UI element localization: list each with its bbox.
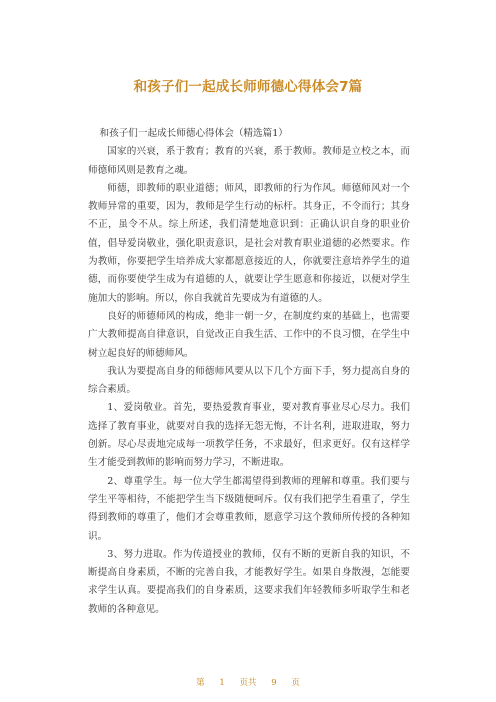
document-title: 和孩子们一起成长师师德心得体会7篇 bbox=[133, 79, 363, 95]
paragraph: 1、爱岗敬业。首先，要热爱教育事业，要对教育事业尽心尽力。我们选择了教育事业，就要对自我的选择无怨无悔，不计名利，进取进取，努力创新。尽心尽责地完成每一项教学任务，不求最好，但求更好。仅有这样学生才能受到教师的影响而努力学习，不断进取。 bbox=[88, 402, 410, 469]
paragraph: 良好的师德师风的构成，绝非一朝一夕，在制度约束的基础上，也需要广大教师提高自律意识，自觉改正自我生活、工作中的不良习惯，在学生中树立起良好的师德师风。 bbox=[88, 310, 410, 359]
paragraph: 我认为要提高自身的师德师风要从以下几个方面下手，努力提高自身的综合素质。 bbox=[88, 365, 410, 396]
page-footer bbox=[0, 676, 496, 688]
footer-of-label: 页共 bbox=[239, 678, 257, 688]
footer-suffix: 页 bbox=[291, 678, 300, 688]
paragraph: 3、努力进取。作为传道授业的教师，仅有不断的更新自我的知识，不断提高自身素质，不断的完善自我，才能教好学生。如果自身散漫，怎能要求学生认真。要提高我们的自身素质，这要求我们年轻教师多听取学生和老教师的各种意见。 bbox=[88, 548, 410, 615]
document-body bbox=[88, 125, 410, 619]
footer-page-number: 1 bbox=[219, 678, 225, 688]
paragraph: 师德，即教师的职业道德；师风，即教师的行为作风。师德师风对一个教师异常的重要，因为，教师是学生行动的标杆。其身正，不令而行；其身不正，虽令不从。综上所述，我们清楚地意识到：正确认识自身的职业价值，倡导爱岗敬业，强化职责意识，是社会对教育职业道德的必然要求。作为教师，你要把学生培养成大家都愿意接近的人，你就要注意培养学生的道德，而你要使学生成为有道德的人，就要让学生愿意和你接近，以便对学生施加大的影响。所以，你自我就首先要成为有道德的人。 bbox=[88, 182, 410, 304]
footer-page-label: 第 bbox=[196, 678, 205, 688]
footer-total-pages: 9 bbox=[271, 678, 277, 688]
paragraph: 2、尊重学生。每一位大学生都渴望得到教师的理解和尊重。我们要与学生平等相待，不能把学生当下级随便呵斥。仅有我们把学生看重了，学生得到教师的尊重了，他们才会尊重教师，愿意学习这个教师所传授的各种知识。 bbox=[88, 475, 410, 542]
paragraph: 国家的兴衰，系于教育；教育的兴衰，系于教师。教师是立校之本，而师德师风则是教育之魂。 bbox=[88, 146, 410, 176]
section-heading: 和孩子们一起成长师德心得体会（精选篇1） bbox=[99, 128, 288, 139]
